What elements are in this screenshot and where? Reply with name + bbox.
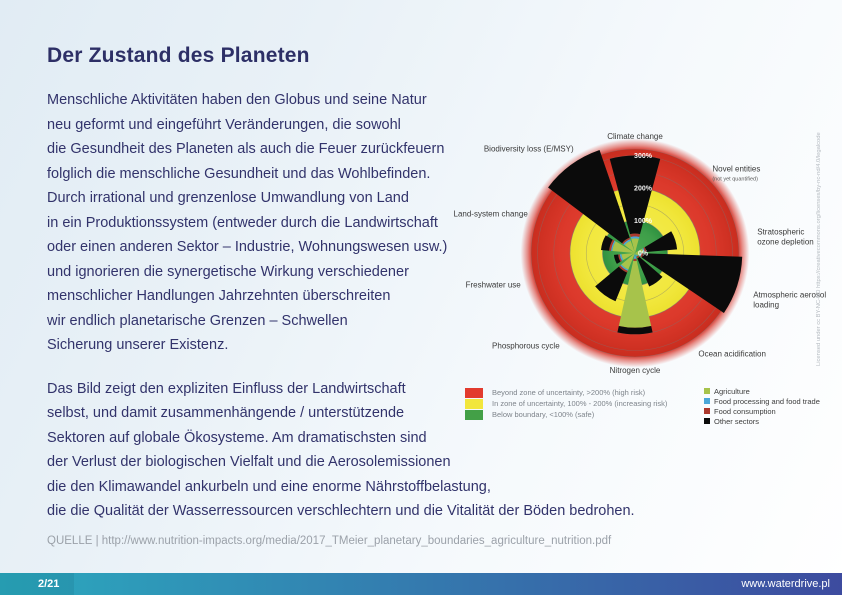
chart-sector-label: Atmospheric aerosol (753, 290, 827, 300)
body-line: in ein Produktionssystem (entweder durch die Landwirtschaft (47, 214, 438, 231)
chart-axis-label: 0% (637, 250, 649, 258)
zone-legend-item (465, 409, 667, 420)
body-line: die Gesundheit des Planeten als auch die Feuer zurückfeuern (47, 141, 445, 157)
risk-zones-legend (465, 387, 667, 420)
category-legend-label: Food consumption (714, 406, 776, 416)
category-legend-label: Other sectors (714, 416, 760, 426)
body-line: und ignorieren die synergetische Wirkung verschiedener (47, 263, 409, 280)
chart-sector-label: Novel entities (712, 164, 761, 174)
page-number: 2/21 (38, 578, 60, 590)
category-legend-label: Food processing and food trade (714, 396, 820, 406)
chart-axis-label: 100% (634, 218, 652, 225)
zone-legend-item (465, 387, 667, 398)
body-line: Das Bild zeigt den expliziten Einfluss der Landwirtschaft (47, 380, 406, 397)
body-line: Sicherung unserer Existenz. (47, 337, 229, 353)
category-legend-item (704, 406, 820, 416)
zone-color-swatch (465, 410, 483, 420)
chart-sector-label: Freshwater use (465, 280, 521, 290)
chart-wedge-segment (633, 259, 637, 261)
footer-left-cap (0, 573, 74, 595)
category-legend-item (704, 416, 820, 426)
body-line: wir endlich planetarische Grenzen – Schwellen (47, 312, 348, 329)
zone-legend-label: Below boundary, <100% (safe) (492, 410, 595, 419)
chart-axis-label: 200% (634, 185, 652, 193)
chart-axis-label: 300% (634, 153, 652, 160)
body-line: selbst, und damit zusammenhängende / unterstützende (47, 405, 405, 421)
chart-sector-label: Stratospheric (757, 227, 805, 237)
sector-categories-legend (704, 386, 820, 426)
category-color-swatch (704, 408, 710, 414)
page-title: Der Zustand des Planeten (47, 44, 310, 67)
category-legend-item (704, 396, 820, 406)
chart-sector-label: Ocean acidification (698, 349, 766, 359)
chart-sector-note: (not yet quantified) (712, 176, 758, 183)
chart-sector-label: Biodiversity loss (E/MSY) (483, 144, 574, 154)
chart-sector-label: Phosphorous cycle (492, 341, 560, 351)
chart-sector-label: Climate change (607, 132, 663, 141)
body-line: folglich die menschliche Gesundheit und das Wohlbefinden. (47, 165, 431, 182)
footer-bar (0, 573, 842, 595)
zone-legend-label: Beyond zone of uncertainty, >200% (high risk) (492, 388, 646, 397)
category-legend-item (704, 386, 820, 396)
body-line: Menschliche Aktivitäten haben den Globus und seine Natur (47, 92, 427, 108)
body-line: der Verlust der biologischen Vielfalt und die Aerosolemissionen (47, 454, 451, 470)
zone-legend-label: In zone of uncertainty, 100% - 200% (increasing risk) (492, 399, 668, 408)
zone-color-swatch (465, 388, 483, 398)
category-color-swatch (704, 398, 710, 404)
planetary-boundaries-chart (452, 116, 830, 380)
category-legend-label: Agriculture (714, 386, 750, 396)
source-reference: QUELLE | http://www.nutrition-impacts.org/media/2017_TMeier_planetary_boundaries_agriculture_nutrition.pdf (47, 535, 612, 547)
body-line: neu geformt und eingeführt Veränderungen, die sowohl (47, 116, 401, 133)
body-line: die die Qualität der Wasserressourcen verschlechtern und die Vitalität der Böden bedrohen. (47, 503, 635, 519)
chart-sector-label: Nitrogen cycle (609, 366, 661, 375)
body-line: menschlicher Handlungen Jahrzehnten überschreiten (47, 288, 391, 304)
zone-color-swatch (465, 399, 483, 409)
chart-sector-label: Land-system change (453, 209, 528, 219)
chart-sector-label: ozone depletion (757, 237, 814, 247)
category-color-swatch (704, 418, 710, 424)
category-color-swatch (704, 388, 710, 394)
body-line: oder einen anderen Sektor – Industrie, Wohnungswesen usw.) (47, 239, 448, 255)
chart-sector-label: loading (753, 300, 780, 310)
zone-legend-item (465, 398, 667, 409)
body-line: die den Klimawandel ankurbeln und eine enorme Nährstoffbelastung, (47, 478, 491, 495)
planetary-boundaries-chart-area (452, 116, 830, 380)
body-line: Durch irrational und grenzenlose Umwandlung von Land (47, 190, 409, 206)
body-line: Sektoren auf globale Ökosysteme. Am dramatischsten sind (47, 429, 427, 446)
website-url: www.waterdrive.pl (741, 578, 830, 590)
chart-license-text: Licensed under cc BY-NC-ND https://creativecommons.org/licenses/by-nc-nd/4.0/legalcode (816, 132, 822, 366)
